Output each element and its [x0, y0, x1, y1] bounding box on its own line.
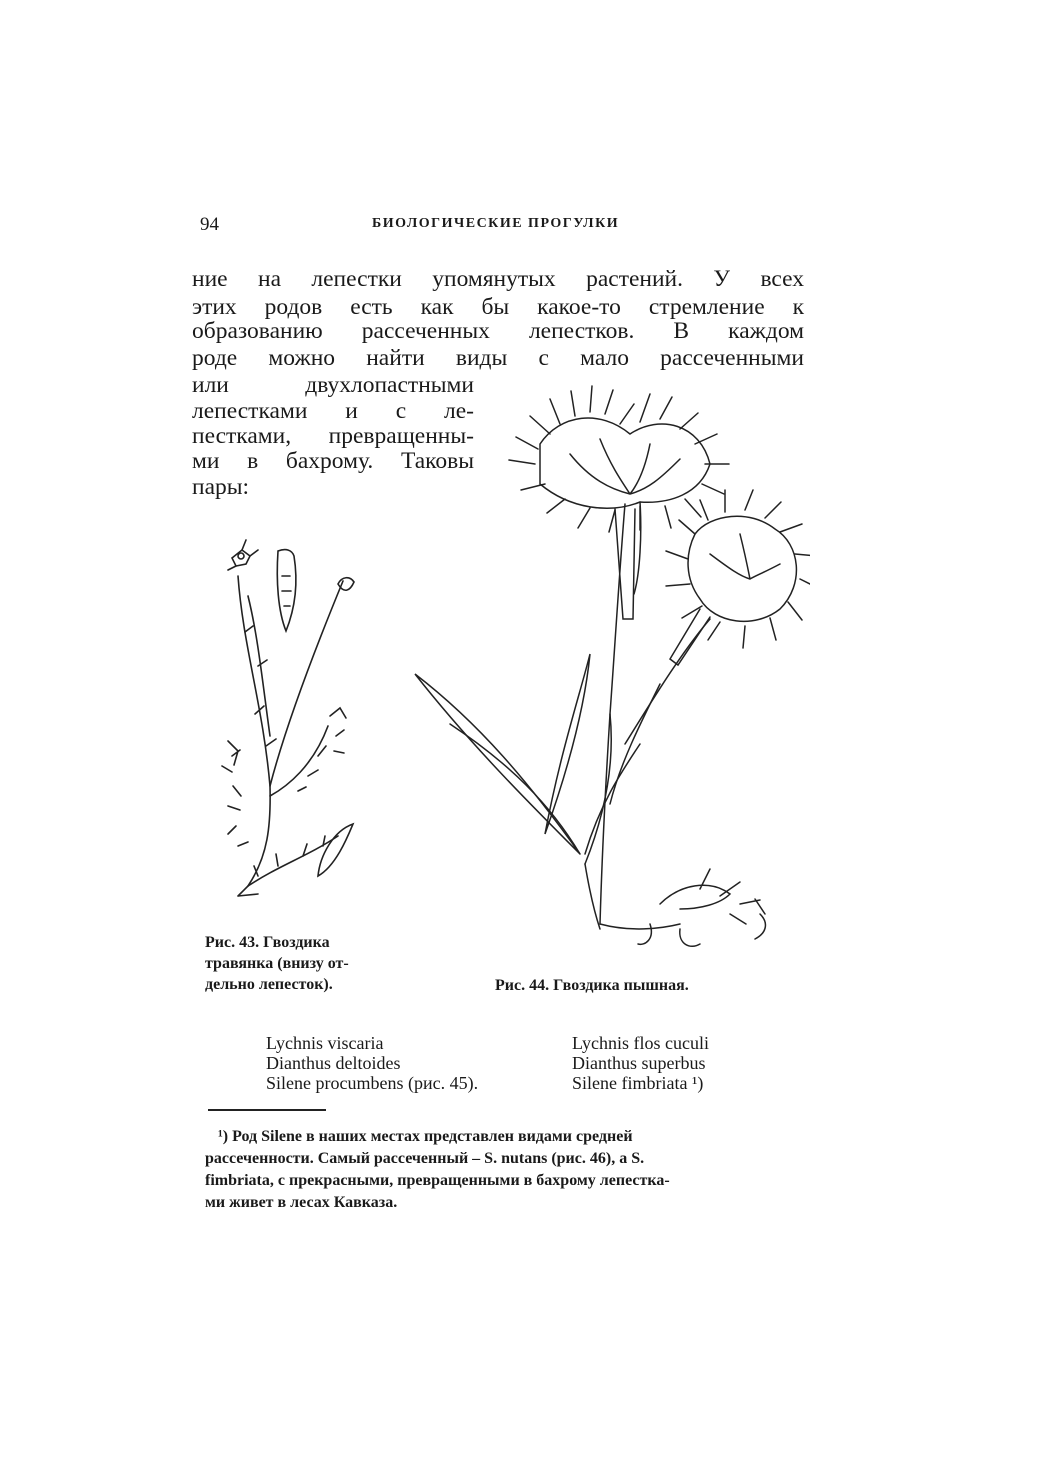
dianthus-deltoides-illustration	[208, 536, 368, 906]
body-line: ми в бахрому. Таковы	[192, 448, 474, 474]
body-line: роде можно найти виды с мало рассеченными	[192, 345, 804, 371]
caption-line: дельно лепесток).	[205, 976, 333, 993]
species-item: Silene fimbriata ¹)	[572, 1073, 704, 1093]
species-item: Dianthus superbus	[572, 1053, 706, 1073]
figure-44-caption: Рис. 44. Гвоздика пышная.	[495, 977, 689, 994]
body-line: или двухлопастными	[192, 372, 474, 398]
species-item: Dianthus deltoides	[266, 1053, 401, 1073]
body-line: образованию рассеченных лепестков. В каждом	[192, 318, 804, 344]
species-left-column	[266, 1033, 478, 1093]
caption-line: травянка (внизу от-	[205, 955, 349, 972]
footnote-line: fimbriata, с прекрасными, превращенными в бахрому лепестка-	[205, 1172, 670, 1189]
figure-43-caption	[205, 932, 349, 995]
running-title: БИОЛОГИЧЕСКИЕ ПРОГУЛКИ	[372, 216, 620, 231]
body-line: этих родов есть как бы какое-то стремление к	[192, 294, 804, 320]
dianthus-superbus-illustration	[410, 384, 810, 950]
fringed-flower-icon	[666, 490, 810, 648]
footnote-line: ми живет в лесах Кавказа.	[205, 1194, 398, 1211]
species-right-column	[572, 1033, 709, 1093]
footnote-rule	[208, 1109, 326, 1111]
body-line: ние на лепестки упомянутых растений. У всех	[192, 266, 804, 292]
body-line: пестками, превращенны-	[192, 423, 474, 449]
species-item: Silene procumbens (рис. 45).	[266, 1073, 479, 1093]
body-line: лепестками и с ле-	[192, 398, 474, 424]
body-line: пары:	[192, 474, 250, 500]
fringed-flower-icon	[509, 386, 729, 532]
page-number: 94	[200, 214, 219, 235]
species-item: Lychnis viscaria	[266, 1033, 384, 1053]
caption-line: Рис. 43. Гвоздика	[205, 934, 330, 951]
footnote-line: рассеченности. Самый рассеченный – S. nutans (рис. 46), а S.	[205, 1150, 645, 1167]
footnote-line: ¹) Род Silene в наших местах представлен видами средней	[218, 1128, 633, 1145]
species-item: Lychnis flos cuculi	[572, 1033, 709, 1053]
